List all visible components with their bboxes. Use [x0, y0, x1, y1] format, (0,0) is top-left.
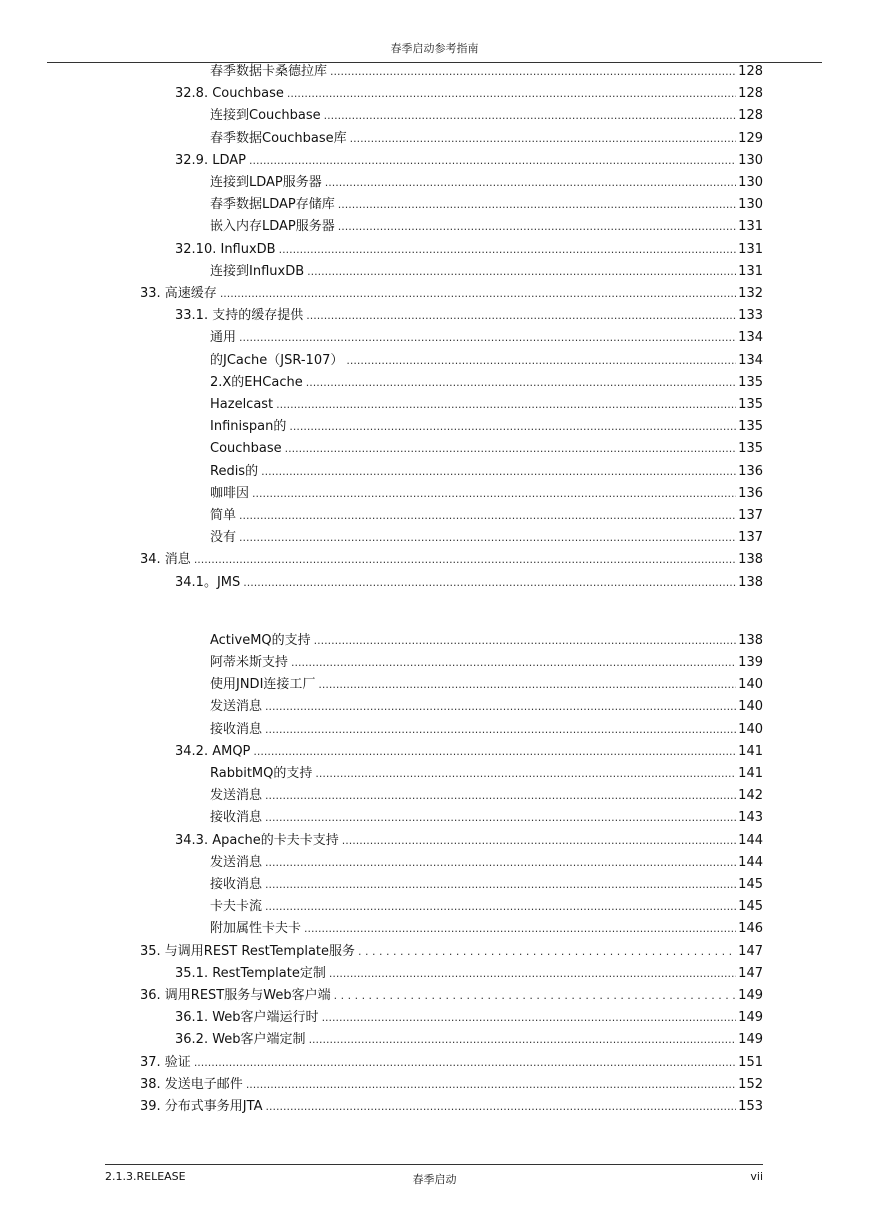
toc-entry-page: 152: [738, 1076, 763, 1092]
toc-dot-leader: [243, 572, 736, 594]
toc-entry[interactable]: [175, 305, 763, 327]
toc-entry-page: 144: [738, 854, 763, 870]
toc-entry-label: 连接到Couchbase: [210, 108, 321, 124]
toc-entry[interactable]: [210, 696, 763, 718]
toc-dot-leader: [265, 785, 736, 807]
toc-entry-page: 146: [738, 921, 763, 937]
toc-dot-leader: [194, 1052, 736, 1074]
toc-entry[interactable]: [210, 128, 763, 150]
toc-dot-leader: [261, 461, 736, 483]
toc-entry[interactable]: [210, 461, 763, 483]
toc-entry-page: 130: [738, 197, 763, 213]
toc-entry[interactable]: [140, 1096, 763, 1118]
toc-entry[interactable]: [210, 327, 763, 349]
toc-entry[interactable]: [210, 852, 763, 874]
toc-entry-label: 33. 高速缓存: [140, 286, 217, 301]
toc-entry[interactable]: [210, 785, 763, 807]
toc-entry-page: 128: [738, 64, 763, 79]
toc-dot-leader: [346, 350, 736, 372]
toc-dot-leader: [324, 105, 737, 127]
toc-dot-leader: [265, 1096, 736, 1118]
toc-entry-page: 145: [738, 877, 763, 892]
toc-entry[interactable]: [210, 194, 763, 216]
toc-entry-label: 32.10. InfluxDB: [175, 241, 276, 257]
toc-dot-leader: [249, 150, 736, 172]
toc-entry[interactable]: [140, 1052, 763, 1074]
toc-dot-leader: [309, 1029, 737, 1051]
toc-entry-page: 128: [738, 108, 763, 124]
toc-entry-label: 嵌入内存LDAP服务器: [210, 219, 335, 235]
toc-entry[interactable]: [140, 283, 763, 305]
toc-entry-label: 连接到InfluxDB: [210, 263, 305, 279]
toc-entry-page: 131: [738, 241, 763, 257]
toc-entry-page: 136: [738, 485, 763, 501]
toc-entry-page: 145: [738, 899, 763, 915]
toc-entry-page: 149: [738, 1032, 763, 1048]
toc-dot-leader: [239, 327, 736, 349]
toc-entry-label: 36.1. Web客户端运行时: [175, 1010, 319, 1026]
toc-entry[interactable]: [175, 1007, 763, 1029]
toc-entry-label: Infinispan的: [210, 419, 287, 435]
toc-entry-label: 附加属性卡夫卡: [210, 921, 302, 937]
toc-dot-leader: [329, 963, 736, 985]
toc-entry-page: 140: [738, 677, 763, 693]
toc-entry-page: 141: [738, 743, 763, 759]
toc-entry[interactable]: [210, 61, 763, 83]
toc-entry-label: 没有: [210, 530, 237, 546]
toc-dot-leader: [314, 630, 737, 652]
toc-dot-leader: [289, 416, 736, 438]
toc-entry[interactable]: [210, 896, 763, 918]
toc-entry-page: 140: [738, 699, 763, 715]
toc-dot-leader: [358, 941, 736, 963]
toc-entry-page: 147: [738, 943, 763, 959]
toc-entry-page: 143: [738, 810, 763, 826]
toc-dot-leader: [265, 896, 736, 918]
toc-entry[interactable]: [175, 830, 763, 852]
toc-entry-label: 连接到LDAP服务器: [210, 175, 322, 190]
toc-entry[interactable]: [210, 394, 763, 416]
toc-dot-leader: [338, 216, 736, 238]
toc-entry-page: 128: [738, 86, 763, 102]
toc-entry-label: 39. 分布式事务用JTA: [140, 1099, 263, 1114]
toc-entry[interactable]: [175, 83, 763, 105]
toc-entry[interactable]: [210, 216, 763, 238]
toc-entry[interactable]: [140, 985, 763, 1007]
toc-entry-page: 135: [738, 397, 763, 412]
toc-dot-leader: [253, 741, 736, 763]
footer-page-number: vii: [750, 1170, 763, 1183]
toc-entry-page: 130: [738, 175, 763, 190]
toc-entry-page: 149: [738, 988, 763, 1003]
toc-entry-label: 春季数据卡桑德拉库: [210, 64, 328, 79]
toc-entry-page: 135: [738, 374, 763, 390]
toc-dot-leader: [330, 61, 736, 83]
toc-entry-label: 35. 与调用REST RestTemplate服务: [140, 943, 356, 959]
toc-dot-leader: [307, 261, 736, 283]
toc-dot-leader: [338, 194, 736, 216]
toc-entry-page: 132: [738, 286, 763, 301]
toc-entry[interactable]: [210, 172, 763, 194]
footer-version: 2.1.3.RELEASE: [105, 1170, 186, 1183]
toc-entry[interactable]: [210, 918, 763, 940]
toc-entry[interactable]: [175, 963, 763, 985]
toc-dot-leader: [304, 918, 736, 940]
footer-title: 春季启动: [412, 1173, 457, 1186]
toc-entry-page: 149: [738, 1010, 763, 1026]
toc-dot-leader: [220, 283, 736, 305]
toc-dot-leader: [239, 527, 736, 549]
toc-entry[interactable]: [210, 807, 763, 829]
toc-entry-label: 33.1. 支持的缓存提供: [175, 308, 304, 324]
toc-dot-leader: [306, 372, 736, 394]
toc-entry-label: 的JCache（JSR-107）: [210, 352, 344, 368]
toc-entry-label: 38. 发送电子邮件: [140, 1076, 243, 1092]
toc-entry-label: 发送消息: [210, 788, 263, 804]
page-header-title: 春季启动参考指南: [390, 42, 479, 55]
toc-entry-label: 发送消息: [210, 699, 263, 715]
toc-entry-page: 129: [738, 130, 763, 146]
toc-dot-leader: [194, 549, 736, 571]
toc-entry-page: 137: [738, 530, 763, 546]
toc-entry-label: ActiveMQ的支持: [210, 632, 311, 648]
toc-dot-leader: [265, 719, 736, 741]
toc-dot-leader: [291, 652, 736, 674]
toc-entry[interactable]: [210, 527, 763, 549]
toc-entry-label: 接收消息: [210, 877, 263, 892]
toc-entry-page: 131: [738, 263, 763, 279]
toc-entry-page: 138: [738, 552, 763, 568]
toc-entry-label: 34. 消息: [140, 552, 191, 568]
toc-entry-page: 138: [738, 632, 763, 648]
toc-dot-leader: [342, 830, 736, 852]
toc-entry[interactable]: [210, 505, 763, 527]
toc-entry-label: 使用JNDI连接工厂: [210, 677, 316, 693]
toc-entry-page: 142: [738, 788, 763, 804]
footer-divider: [105, 1164, 763, 1165]
toc-entry[interactable]: [210, 674, 763, 696]
toc-dot-leader: [285, 438, 737, 460]
toc-entry[interactable]: [140, 941, 763, 963]
toc-dot-leader: [306, 305, 736, 327]
toc-entry[interactable]: [210, 630, 763, 652]
toc-entry[interactable]: [140, 1074, 763, 1096]
toc-dot-leader: [322, 1007, 737, 1029]
toc-entry-label: 34.3. Apache的卡夫卡支持: [175, 832, 339, 848]
toc-dot-leader: [265, 852, 736, 874]
toc-entry-page: 131: [738, 219, 763, 235]
toc-entry-page: 141: [738, 766, 763, 781]
toc-entry[interactable]: [175, 1029, 763, 1051]
toc-entry-page: 137: [738, 508, 763, 523]
toc-entry-label: 36. 调用REST服务与Web客户端: [140, 988, 331, 1003]
toc-entry-page: 151: [738, 1054, 763, 1070]
toc-entry[interactable]: [210, 372, 763, 394]
toc-entry[interactable]: [210, 350, 763, 372]
toc-entry-page: 136: [738, 463, 763, 479]
toc-entry[interactable]: [175, 741, 763, 763]
toc-entry[interactable]: [210, 652, 763, 674]
toc-entry-label: 35.1. RestTemplate定制: [175, 965, 326, 981]
toc-entry[interactable]: [210, 438, 763, 460]
toc-dot-leader: [318, 674, 736, 696]
toc-entry-label: 36.2. Web客户端定制: [175, 1032, 306, 1048]
toc-entry[interactable]: [210, 874, 763, 896]
toc-entry-page: 134: [738, 330, 763, 346]
toc-entry-page: 134: [738, 352, 763, 368]
toc-dot-leader: [350, 128, 737, 150]
toc-dot-leader: [279, 239, 737, 261]
toc-dot-leader: [334, 985, 737, 1007]
toc-entry[interactable]: [210, 763, 763, 785]
toc-entry-page: 147: [738, 965, 763, 981]
toc-dot-leader: [265, 807, 736, 829]
toc-entry-label: 接收消息: [210, 810, 263, 826]
toc-entry[interactable]: [140, 549, 763, 571]
toc-entry-label: 32.9. LDAP: [175, 152, 246, 168]
toc-entry-label: Redis的: [210, 463, 259, 479]
toc-entry-label: 春季数据Couchbase库: [210, 130, 347, 146]
toc-entry-label: Hazelcast: [210, 397, 274, 412]
toc-entry[interactable]: [210, 416, 763, 438]
toc-dot-leader: [276, 394, 736, 416]
toc-entry[interactable]: [175, 239, 763, 261]
toc-entry-label: 32.8. Couchbase: [175, 86, 284, 102]
toc-entry-label: 卡夫卡流: [210, 899, 263, 915]
toc-dot-leader: [265, 874, 736, 896]
toc-dot-leader: [246, 1074, 736, 1096]
toc-entry[interactable]: [210, 105, 763, 127]
toc-entry-page: 139: [738, 655, 763, 670]
toc-dot-leader: [252, 483, 736, 505]
toc-entry-page: 135: [738, 419, 763, 435]
toc-entry-label: 34.2. AMQP: [175, 743, 251, 759]
toc-dot-leader: [315, 763, 736, 785]
toc-entry-page: 144: [738, 832, 763, 848]
toc-entry[interactable]: [175, 150, 763, 172]
toc-entry-label: 37. 验证: [140, 1054, 191, 1070]
toc-entry-label: Couchbase: [210, 441, 282, 457]
toc-entry-page: 130: [738, 152, 763, 168]
toc-entry[interactable]: [210, 719, 763, 741]
toc-entry-label: 通用: [210, 330, 237, 346]
toc-dot-leader: [265, 696, 736, 718]
toc-entry[interactable]: [175, 572, 763, 594]
toc-entry-label: 阿蒂米斯支持: [210, 655, 289, 670]
toc-entry[interactable]: [210, 261, 763, 283]
toc-entry[interactable]: [210, 483, 763, 505]
toc-dot-leader: [239, 505, 736, 527]
toc-entry-page: 153: [738, 1099, 763, 1114]
toc-entry-label: 咖啡因: [210, 485, 250, 501]
toc-entry-page: 135: [738, 441, 763, 457]
toc-entry-page: 140: [738, 721, 763, 737]
toc-dot-leader: [325, 172, 736, 194]
toc-entry-label: 春季数据LDAP存储库: [210, 197, 335, 213]
toc-entry-label: 接收消息: [210, 721, 263, 737]
toc-entry-label: 简单: [210, 508, 237, 523]
toc-entry-page: 138: [738, 574, 763, 590]
toc-entry-label: 2.X的EHCache: [210, 374, 303, 390]
toc-entry-label: RabbitMQ的支持: [210, 766, 313, 781]
toc-entry-page: 133: [738, 308, 763, 324]
toc-dot-leader: [287, 83, 736, 105]
toc-entry-label: 发送消息: [210, 854, 263, 870]
toc-entry-label: 34.1。JMS: [175, 574, 241, 590]
